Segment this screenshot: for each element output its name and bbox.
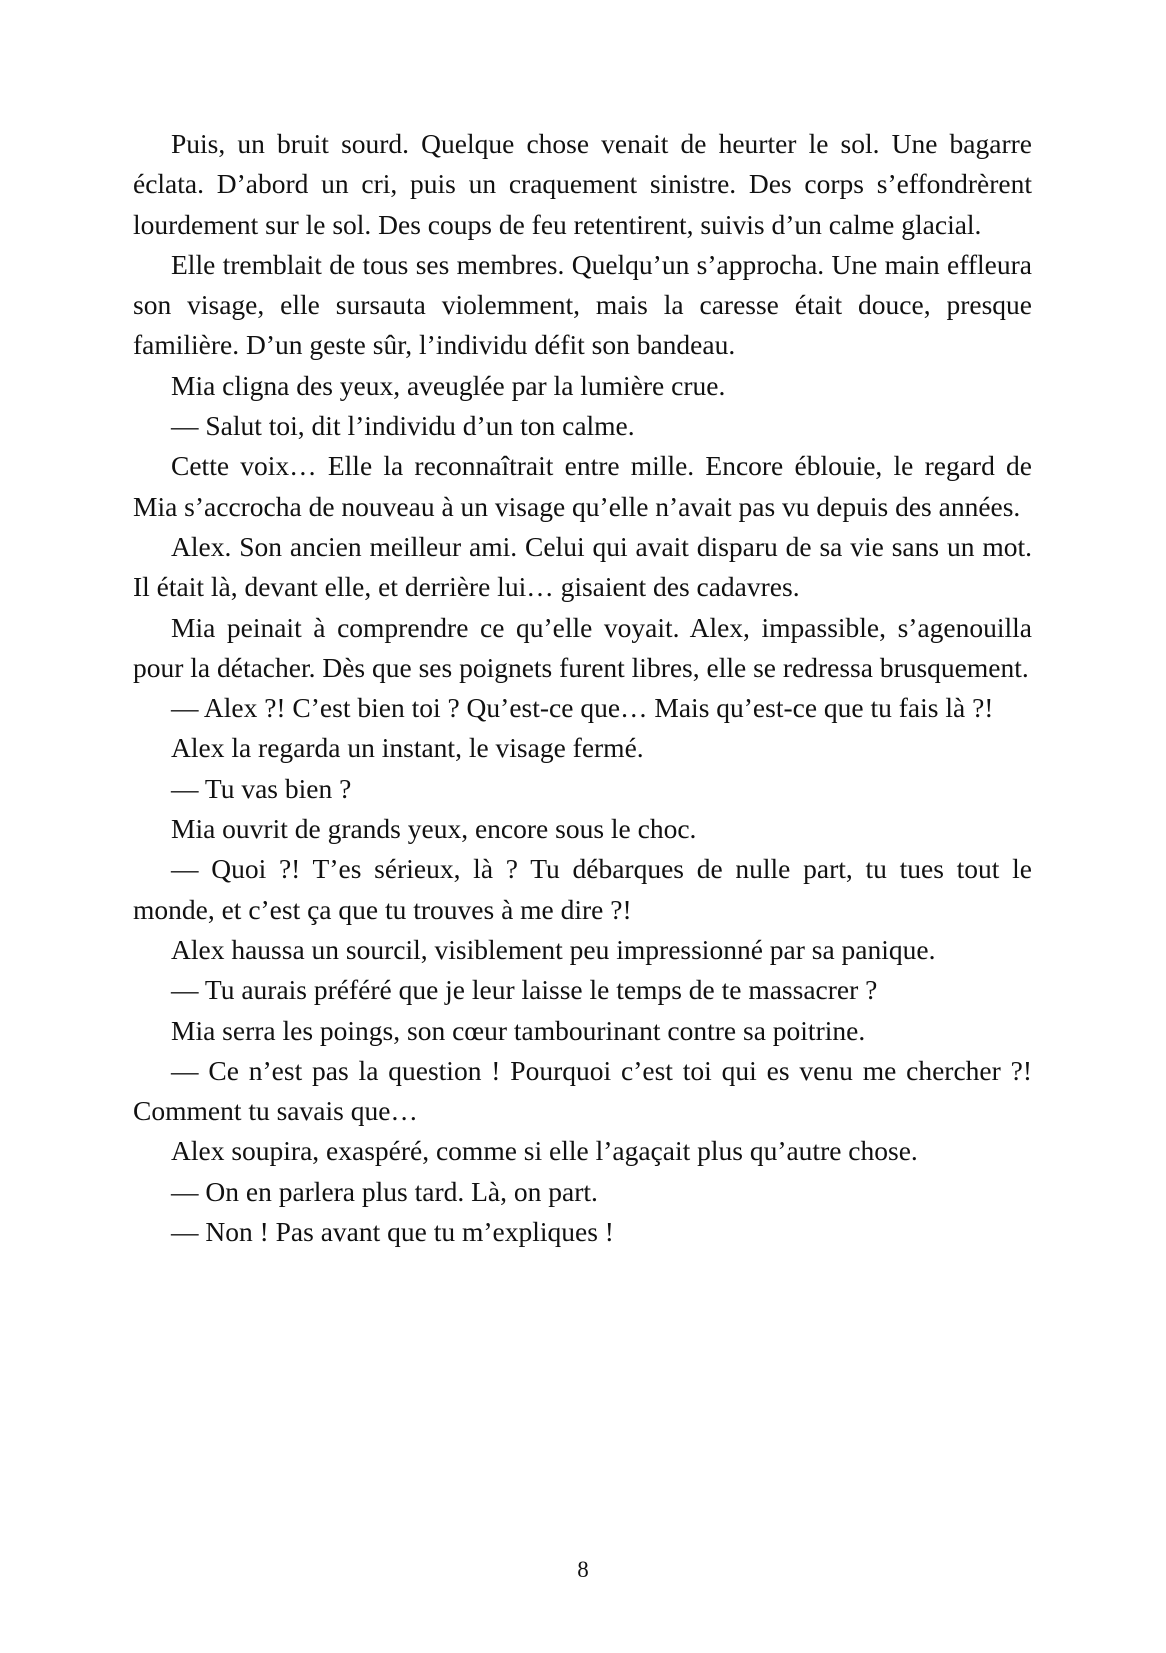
body-text [133, 124, 1032, 1252]
dialogue-line: — Tu aurais préféré que je leur laisse le temps de te massacrer ? [171, 974, 878, 1006]
paragraph: Alex. Son ancien meilleur ami. Celui qui avait disparu de sa vie sans un mot. Il était là, devant elle, et derrière lui… gisaient des cadavres. [133, 530, 1032, 603]
paragraph: Mia cligna des yeux, aveuglée par la lumière crue. [171, 369, 726, 401]
paragraph: Alex la regarda un instant, le visage fermé. [171, 732, 644, 764]
paragraph: Mia ouvrit de grands yeux, encore sous le choc. [171, 813, 697, 845]
dialogue-line: — Non ! Pas avant que tu m’expliques ! [171, 1216, 614, 1248]
paragraph: Alex soupira, exaspéré, comme si elle l’agaçait plus qu’autre chose. [171, 1135, 918, 1167]
paragraph: Elle tremblait de tous ses membres. Quelqu’un s’approcha. Une main effleura son visage, elle sursauta violemment, mais la caresse était douce, presque familière. D’un geste sûr, l’individu défit son bandeau. [133, 248, 1032, 361]
page-number: 8 [577, 1557, 589, 1582]
dialogue-line: — Alex ?! C’est bien toi ? Qu’est-ce que… Mais qu’est-ce que tu fais là ?! [171, 692, 994, 724]
dialogue-line: — Ce n’est pas la question ! Pourquoi c’est toi qui es venu me chercher ?! Comment tu savais que… [133, 1054, 1032, 1127]
dialogue-line: — Tu vas bien ? [171, 772, 352, 804]
dialogue-line: — Salut toi, dit l’individu d’un ton calme. [171, 410, 635, 442]
paragraph: Mia peinait à comprendre ce qu’elle voyait. Alex, impassible, s’agenouilla pour la détacher. Dès que ses poignets furent libres, elle se redressa brusquement. [133, 611, 1032, 683]
dialogue-line: — On en parlera plus tard. Là, on part. [171, 1175, 598, 1207]
paragraph: Alex haussa un sourcil, visiblement peu impressionné par sa panique. [171, 933, 936, 965]
paragraph: Mia serra les poings, son cœur tambourinant contre sa poitrine. [171, 1014, 866, 1046]
paragraph: Cette voix… Elle la reconnaîtrait entre mille. Encore éblouie, le regard de Mia s’accrocha de nouveau à un visage qu’elle n’avait pas vu depuis des années. [133, 450, 1032, 522]
dialogue-line: — Quoi ?! T’es sérieux, là ? Tu débarques de nulle part, tu tues tout le monde, et c’est ça que tu trouves à me dire ?! [133, 853, 1032, 925]
paragraph: Puis, un bruit sourd. Quelque chose venait de heurter le sol. Une bagarre éclata. D’abord un cri, puis un craquement sinistre. Des corps s’effondrèrent lourdement sur le sol. Des coups de feu retentirent, suivis d’un calme glacial. [133, 128, 1032, 240]
